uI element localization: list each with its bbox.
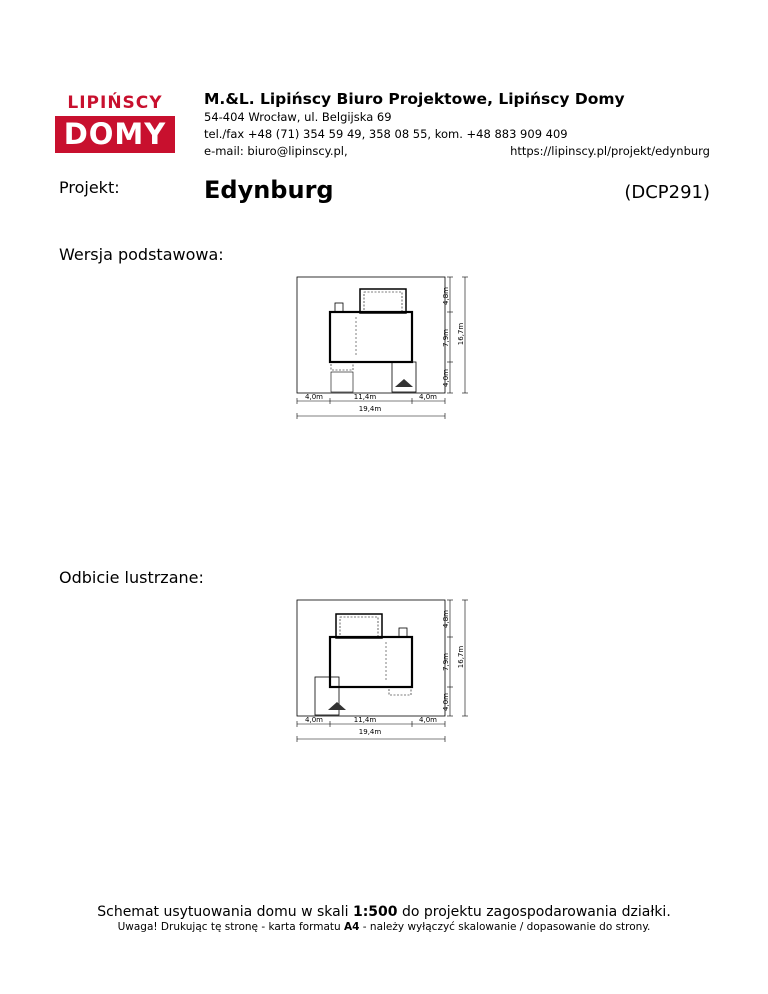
dim-middle: 11,4m — [353, 716, 377, 724]
site-plan-basic — [290, 272, 480, 432]
dim-right: 4,0m — [419, 393, 437, 401]
logo-top-text: LIPIŃSCY — [67, 93, 163, 113]
dim-top: 4,8m — [442, 610, 450, 628]
entrance-marker — [395, 379, 413, 387]
annex-top — [336, 614, 382, 638]
chimney — [399, 628, 407, 637]
dim-middle: 11,4m — [353, 393, 377, 401]
dim-total-width: 19,4m — [358, 405, 382, 413]
company-logo — [55, 92, 175, 153]
dim-top: 4,8m — [442, 287, 450, 305]
chimney — [335, 303, 343, 312]
footer-scale: 1:500 — [352, 904, 398, 920]
project-label: Projekt: — [59, 178, 120, 197]
dim-center: 7,9m — [442, 653, 450, 671]
section-basic-title: Wersja podstawowa: — [59, 245, 224, 264]
footer-print-warning — [0, 921, 768, 933]
company-name: M.&L. Lipińscy Biuro Projektowe, Lipińscy Domy — [204, 90, 625, 108]
company-phone: tel./fax +48 (71) 354 59 49, 358 08 55, kom. +48 883 909 409 — [204, 127, 568, 141]
project-url[interactable]: https://lipinscy.pl/projekt/edynburg — [510, 144, 710, 158]
logo-box-text: DOMY — [55, 116, 175, 153]
project-name: Edynburg — [204, 176, 334, 204]
dim-left: 4,0m — [305, 393, 323, 401]
footer-line2-a: Uwaga! Drukując tę stronę - karta formatu — [117, 921, 345, 933]
dim-bottom: 4,0m — [442, 693, 450, 711]
dim-center: 7,9m — [442, 329, 450, 347]
entrance-marker — [328, 702, 346, 710]
company-email[interactable]: e-mail: biuro@lipinscy.pl, — [204, 144, 348, 158]
main-house — [330, 312, 412, 362]
footer-format: A4 — [344, 921, 360, 933]
dim-total-depth: 16,7m — [457, 322, 465, 346]
project-code: (DCP291) — [624, 182, 710, 203]
footer-line2-b: - należy wyłączyć skalowanie / dopasowanie do strony. — [359, 921, 651, 933]
footer-scale-note — [0, 904, 768, 920]
main-house — [330, 637, 412, 687]
dim-bottom: 4,0m — [442, 369, 450, 387]
annex-top — [360, 289, 406, 313]
footer-line1-a: Schemat usytuowania domu w skali — [97, 904, 353, 920]
company-address: 54-404 Wrocław, ul. Belgijska 69 — [204, 110, 392, 124]
dim-total-depth: 16,7m — [457, 645, 465, 669]
section-mirror-title: Odbicie lustrzane: — [59, 568, 204, 587]
dim-left: 4,0m — [305, 716, 323, 724]
plot-outline — [297, 277, 445, 393]
plot-outline — [297, 600, 445, 716]
site-plan-mirror — [290, 595, 480, 755]
footer-line1-b: do projektu zagospodarowania działki. — [397, 904, 671, 920]
dim-total-width: 19,4m — [358, 728, 382, 736]
dim-right: 4,0m — [419, 716, 437, 724]
